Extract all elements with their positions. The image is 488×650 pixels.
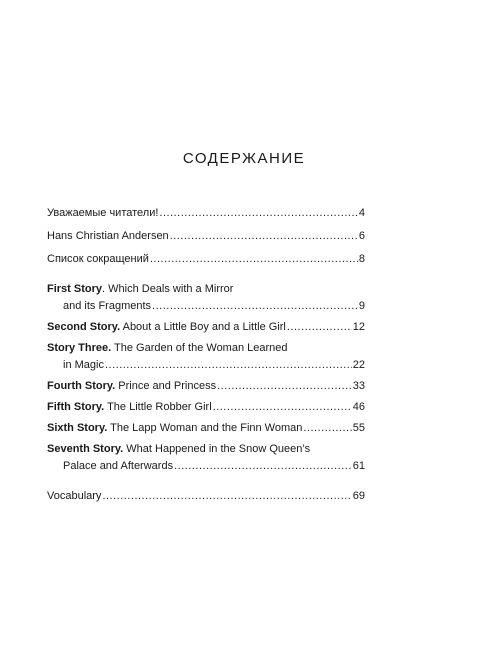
toc-entry-text: Prince and Princess xyxy=(115,380,217,392)
toc-page-number: 9 xyxy=(358,300,365,312)
table-of-contents xyxy=(47,205,365,505)
toc-entry-andersen[interactable] xyxy=(47,228,365,245)
toc-entry-abbreviations[interactable] xyxy=(47,251,365,268)
toc-leader-dots xyxy=(217,378,352,395)
toc-entry-readers[interactable] xyxy=(47,205,365,222)
toc-entry-story-three[interactable] xyxy=(47,340,365,374)
toc-entry-text: The Garden of the Woman Learned xyxy=(111,342,288,354)
toc-entry-text: Vocabulary xyxy=(47,490,102,502)
toc-entry-sixth-story[interactable] xyxy=(47,420,365,437)
toc-page-number: 12 xyxy=(352,321,365,333)
toc-entry-heading: First Story xyxy=(47,283,103,295)
toc-entry-first-story[interactable] xyxy=(47,281,365,315)
toc-leader-dots xyxy=(152,298,358,315)
toc-entry-heading: Second Story. xyxy=(47,321,121,333)
toc-entry-seventh-story[interactable] xyxy=(47,441,365,475)
toc-leader-dots xyxy=(150,251,358,268)
toc-entry-text: About a Little Boy and a Little Girl xyxy=(120,321,286,333)
toc-leader-dots xyxy=(159,205,357,222)
toc-entry-text: The Lapp Woman and the Finn Woman xyxy=(107,422,303,434)
toc-entry-text: What Happened in the Snow Queen’s xyxy=(123,443,311,455)
toc-leader-dots xyxy=(170,228,358,245)
toc-entry-heading: Story Three. xyxy=(47,342,112,354)
toc-entry-fifth-story[interactable] xyxy=(47,399,365,416)
toc-leader-dots xyxy=(287,319,352,336)
toc-entry-continuation: and its Fragments xyxy=(63,300,152,312)
toc-leader-dots xyxy=(174,458,352,475)
toc-entry-vocabulary[interactable] xyxy=(47,488,365,505)
toc-leader-dots xyxy=(213,399,352,416)
toc-page-number: 4 xyxy=(358,207,365,219)
toc-entry-text: . Which Deals with a Mirror xyxy=(102,283,234,295)
toc-entry-heading: Fifth Story. xyxy=(47,401,105,413)
toc-entry-text: The Little Robber Girl xyxy=(104,401,212,413)
toc-page-number: 61 xyxy=(352,460,365,472)
toc-leader-dots xyxy=(102,488,351,505)
toc-page-number: 46 xyxy=(352,401,365,413)
toc-entry-heading: Fourth Story. xyxy=(47,380,116,392)
toc-entry-continuation: Palace and Afterwards xyxy=(63,460,174,472)
toc-entry-text: Список сокращений xyxy=(47,253,149,265)
toc-page-number: 22 xyxy=(352,359,365,371)
page-title: СОДЕРЖАНИЕ xyxy=(182,150,306,167)
toc-page-number: 8 xyxy=(358,253,365,265)
toc-leader-dots xyxy=(303,420,351,437)
toc-entry-heading: Seventh Story. xyxy=(47,443,124,455)
toc-entry-continuation: in Magic xyxy=(63,359,104,371)
toc-entry-second-story[interactable] xyxy=(47,319,365,336)
toc-entry-heading: Sixth Story. xyxy=(47,422,108,434)
toc-page-number: 55 xyxy=(352,422,365,434)
toc-leader-dots xyxy=(105,357,352,374)
toc-entry-text: Hans Christian Andersen xyxy=(47,230,169,242)
toc-entry-fourth-story[interactable] xyxy=(47,378,365,395)
toc-page-number: 69 xyxy=(352,490,365,502)
toc-page-number: 6 xyxy=(358,230,365,242)
toc-page-number: 33 xyxy=(352,380,365,392)
toc-entry-text: Уважаемые читатели! xyxy=(47,207,159,219)
